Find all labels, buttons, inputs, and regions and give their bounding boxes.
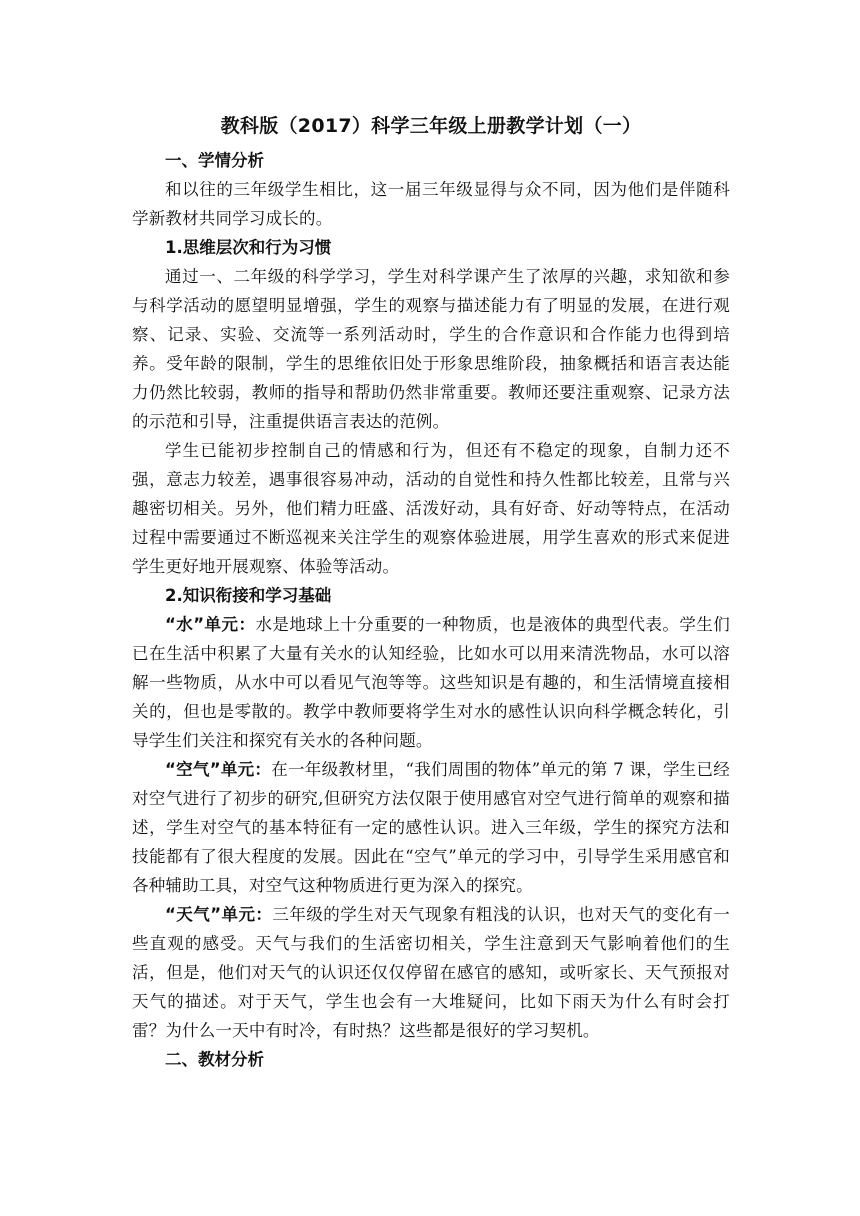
air-unit-label: “空气”单元： (165, 760, 272, 779)
water-unit-paragraph (132, 610, 730, 755)
thinking-paragraph-1: 通过一、二年级的科学学习，学生对科学课产生了浓厚的兴趣，求知欲和参与科学活动的愿望明显增强，学生的观察与描述能力有了明显的发展，在进行观察、记录、实验、交流等一系列活动时，学生的合作意识和合作能力也得到培养。受年龄的限制，学生的思维依旧处于形象思维阶段，抽象概括和语言表达能力仍然比较弱，教师的指导和帮助仍然非常重要。教师还要注重观察、记录方法的示范和引导，注重提供语言表达的范例。 (132, 267, 730, 431)
thinking-paragraph-2: 学生已能初步控制自己的情感和行为，但还有不稳定的现象，自制力还不强，意志力较差，遇事很容易冲动，活动的自觉性和持久性都比较差，且常与兴趣密切相关。另外，他们精力旺盛、活泼好动，具有好奇、好动等特点，在活动过程中需要通过不断巡视来关注学生的观察体验进展，用学生喜欢的形式来促进学生更好地开展观察、体验等活动。 (132, 441, 730, 576)
air-unit-text: 在一年级教材里，“我们周围的物体”单元的第 7 课，学生已经对空气进行了初步的研究,但研究方法仅限于使用感官对空气进行简单的观察和描述，学生对空气的基本特征有一定的感性认识。进入三年级，学生的探究方法和技能都有了很大程度的发展。因此在“空气”单元的学习中，引导学生采用感官和各种辅助工具，对空气这种物质进行更为深入的探究。 (132, 760, 730, 895)
document-title: 教科版（2017）科学三年级上册教学计划（一） (220, 115, 642, 137)
weather-unit-text: 三年级的学生对天气现象有粗浅的认识，也对天气的变化有一些直观的感受。天气与我们的生活密切相关，学生注意到天气影响着他们的生活，但是，他们对天气的认识还仅仅停留在感官的感知，或听家长、天气预报对天气的描述。对于天气，学生也会有一大堆疑问，比如下雨天为什么有时会打雷？为什么一天中有时冷，有时热？这些都是很好的学习契机。 (132, 905, 731, 1040)
weather-unit-paragraph (132, 900, 730, 1045)
water-unit-label: “水”单元： (165, 615, 256, 634)
subheading-thinking-habits: 1.思维层次和行为习惯 (165, 238, 332, 257)
section-heading-textbook-analysis: 二、教材分析 (165, 1050, 264, 1069)
water-unit-text: 水是地球上十分重要的一种物质，也是液体的典型代表。学生们已在生活中积累了大量有关水的认知经验，比如水可以用来清洗物品，水可以溶解一些物质，从水中可以看见气泡等等。这些知识是有趣的，和生活情境直接相关的，但也是零散的。教学中教师要将学生对水的感性认识向科学概念转化，引导学生们关注和探究有关水的各种问题。 (132, 615, 730, 750)
section-heading-learning-analysis: 一、学情分析 (165, 151, 264, 170)
subheading-knowledge-foundation: 2.知识衔接和学习基础 (165, 586, 332, 605)
document-page (132, 110, 730, 1074)
air-unit-paragraph (132, 755, 730, 900)
intro-paragraph: 和以往的三年级学生相比，这一届三年级显得与众不同，因为他们是伴随科学新教材共同学习成长的。 (132, 180, 730, 228)
weather-unit-label: “天气”单元： (165, 905, 273, 924)
